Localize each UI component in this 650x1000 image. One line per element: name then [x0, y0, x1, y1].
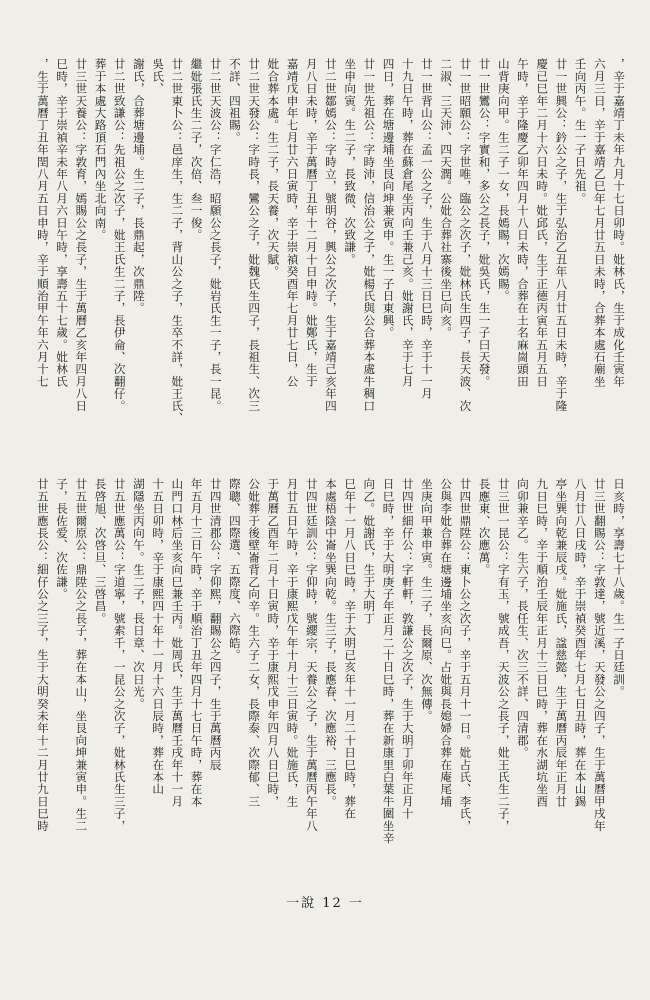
text-column: 廿二世致謙公：先祖公之次子，妣王氏生二子，長伊侖、次翻仔。 [112, 58, 127, 412]
text-column: 公妣葬于後壁崙背乙向辛。生六子二女，長際泰、次際郁、三 [247, 478, 262, 808]
text-column: 廿三世天養公：字敦育，嫣賜公之長子，生于萬曆乙亥年四月八日 [74, 58, 89, 412]
text-column: 年五月十三日午時，辛于順治丁丑年四月十七日午時，葬在本 [189, 478, 204, 808]
text-column: 六月三日，辛于嘉靖乙巳年七月廿五日未時，合葬本處石廟坐 [592, 58, 607, 388]
text-column: 月八日未時，辛于萬曆丁丑年十二月十日申時。妣鄭氏，生于 [304, 58, 319, 388]
text-column: 九日巳時，辛于順治壬辰年正月十三日巳時，葬在水湖坑坐酉 [535, 478, 550, 808]
text-column: 湖隱坐丙向午。生二子，長日章、次日光。 [131, 478, 146, 710]
text-column: 四日，葬在塘邊埔坐艮向坤兼寅申。生一子日東興。 [381, 58, 396, 339]
text-column: 嘉靖戊申年七月廿六日寅時，辛于崇禎癸酉年七月廿七日，公 [285, 58, 300, 388]
text-column: 山背庚向甲。生二子一女，長嫣賜，次嫣賜。 [496, 58, 511, 302]
text-column: 廿四世細仔公：字軒軒，敦謙公之次子，生于大明丁卯年正月十 [400, 478, 415, 820]
text-column: 不詳、四祖賜。 [227, 58, 242, 144]
text-column: ，生于萬曆丁丑年閏八月五日申時，辛于順治甲午年六月十七 [35, 58, 50, 388]
text-column: 廿四世廷訓公：字仰時，號纓宗，天養公之子，生于萬曆丙午年八 [304, 478, 319, 832]
text-column: 坐庚向甲兼申寅。生二子，長爾原、次無傳。 [419, 478, 434, 722]
text-column: 廿五世應長公：細仔公之三子，生于大明癸未年十二月廿九日巳時 [35, 478, 50, 832]
text-column: 葬于本處大路頂石門內坐北向南。 [93, 58, 108, 241]
text-column: 八月廿八日戌時，辛于崇禎癸酉年七月七日丑時，葬在本山錫 [573, 478, 588, 808]
text-column: 廿四世清郡公：字仰熙，翻賜公之四子，生于萬曆丙辰 [208, 478, 223, 771]
bottom-text-block [35, 478, 628, 850]
text-column: 廿二世東卜公：邑庠生，生二子，背山公之子，生卒不詳，妣王氏、吳氏、 [151, 58, 185, 424]
text-column: 午時，辛于隆慶乙卯年四月十八日未時，合葬在土名麻崗頭田 [515, 58, 530, 388]
text-column: 謝氏，合葬塘邊埔。生二子，長鼎起，次鼎陞。 [131, 58, 146, 315]
text-column: 廿一世昭願公：字世唯，臨公之次子，妣林氏生四子，長天波、次 [458, 58, 473, 412]
text-column: 十五日卯時，辛于康熙四十年十一月十六日辰時，葬在本山 [151, 478, 166, 796]
text-column: 亭坐巽向乾兼辰戌。妣施氏，諡慈懿，生于萬曆丙辰年正月廿 [554, 478, 569, 808]
text-column: 廿二世天發公：字時長，鸞公之子，妣魏氏生四子，長祖生、次三 [247, 58, 262, 412]
text-column: 壬向丙午。生一子日先祖。 [573, 58, 588, 205]
text-column: 十九日午時，葬在蘇倉尾坐丙向壬兼己亥。妣謝氏，辛于七月 [400, 58, 415, 388]
text-column: 坐申向寅。生二子，長致微、次致謙。 [343, 58, 358, 266]
text-column: 日亥時，享壽七十八歲。生一子日廷訓。 [612, 478, 626, 698]
text-column: 子，長佐爱、次佐謙。 [55, 478, 70, 600]
text-column: 廿三世一昆公：字有玉，號成吾，天波公之長子，妣王氏生二子， [496, 478, 511, 832]
text-column: 繼妣張氏生二子，次倍、叁一俊。 [189, 58, 204, 241]
text-column: 廿五世爾原公：鼎陞公之長子，葬在本山，坐艮向坤兼寅申。生二 [74, 478, 89, 832]
text-column: 廿一世興公：鈐公之子，生于弘治乙丑年八月廿五日未時，辛于隆 [554, 58, 569, 412]
text-column: 長應東、次應萬。 [477, 478, 492, 576]
text-column: 本處梧陰中崙坐巽向乾。生三子，長應春、次應裕、三應長。 [323, 478, 338, 808]
top-text-block [35, 58, 628, 430]
text-column: 廿一世先祖公：字時沛，信治公之子，妣楊氏與公合葬本處牛稠口 [362, 58, 377, 412]
text-column: 廿四世鼎陞公：東卜公之次子，辛于五月十一日。妣占氏、李氏， [458, 478, 473, 832]
text-column: ，辛于嘉靖丁未年九月十七日卯時。妣林氏，生于成化壬寅年 [612, 58, 626, 388]
text-column: 二淑、三天沛、四天潤。公妣合葬社寨後坐巳向亥。 [439, 58, 454, 339]
text-column: 向卯兼辛乙。生六子，長任生、次三不詳、四清郡。 [515, 478, 530, 759]
page-number: 一說 12 一 [286, 896, 364, 911]
text-column: 廿二世天波公：字仁浩，昭願公之長子，妣岩氏生一子，長一昆。 [208, 58, 223, 412]
text-column: 慶已巳年二月十六日未時。妣邱氏，生于正德丙寅年五月五日 [535, 58, 550, 388]
text-column: 際聰、四際選、五際度、六際皓。 [227, 478, 242, 661]
text-column: 月廿五日午時，辛于康熙戊午年十月十三日寅時。妣施氏，生 [285, 478, 300, 808]
text-column: 于萬曆乙酉年二月十日寅時，辛于康熙戊申年四月八日巳時， [266, 478, 281, 808]
text-column: 日巳時，辛于大明庚子年正月二十日巳時，葬在新康里白葉牛圍坐辛向乙。妣謝氏，生于大明丁 [362, 478, 396, 844]
text-column: 山門口林后坐亥向巳兼壬丙。妣周氏，生于萬曆壬戌年十一月 [170, 478, 185, 808]
text-column: 巳時，辛于崇禎辛未年八月六日午時，享壽五十七歲。妣林氏 [55, 58, 70, 388]
text-column: 妣合葬本處。生二子，長天養，次天賦。 [266, 58, 281, 278]
text-column: 巳年十一月八日巳時，辛于大明已亥年十一月二十日巳時，葬在 [343, 478, 358, 820]
text-column: 廿三世翻賜公：字敦達，號近溪，天發公之四子，生于萬曆甲戌年 [592, 478, 607, 832]
text-column: 廿二世鄒嫣公：字時立，號明谷，興公之次子，生于嘉靖己亥年四 [323, 58, 338, 412]
text-column: 廿一世背山公：孟一公之子，生于八月十三日巳時，辛于十一月 [419, 58, 434, 400]
text-column: 廿一世鸞公：字實和，多公之長子，妣吳氏，生一子曰天發。 [477, 58, 492, 388]
text-column: 公與李妣合葬在塘邊埔坐亥向巳。占妣與長媳婦合葬在庵尾埔 [439, 478, 454, 808]
text-column: 長啓旭、次啓旦、三啓昌。 [93, 478, 108, 625]
text-column: 廿五世應萬公：字道寧，號索千，一昆公之次子，妣林氏生三子， [112, 478, 127, 832]
